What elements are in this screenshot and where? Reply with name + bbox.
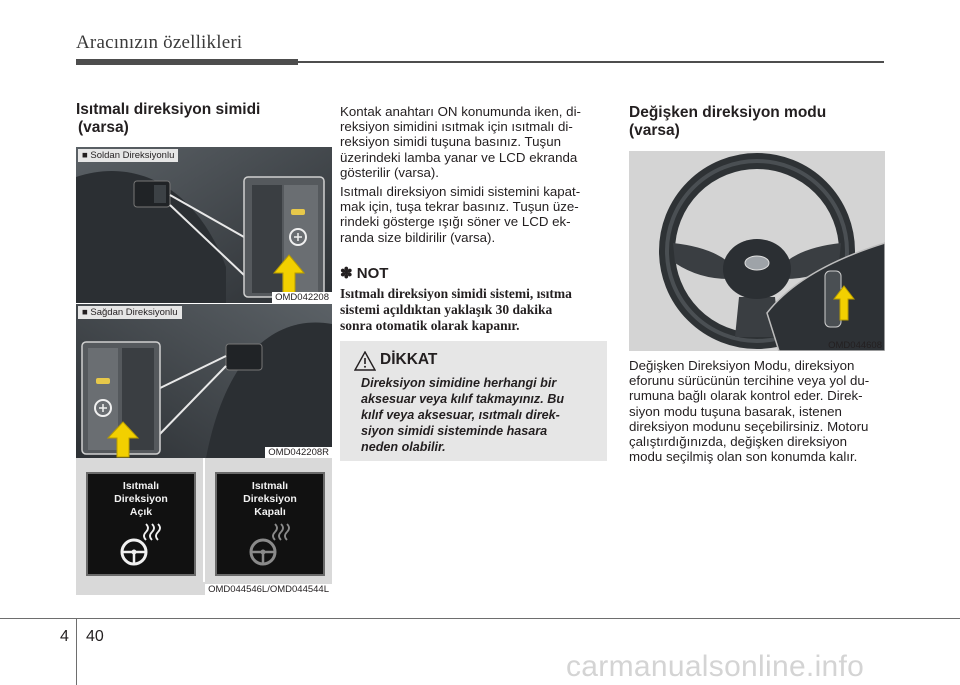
lcd-on-line3: Açık xyxy=(129,506,153,518)
text-line: Isıtmalı direksiyon simidi sistemi, ısıtma xyxy=(340,286,572,301)
watermark-text: carmanualsonline.info xyxy=(566,650,865,683)
heated-wheel-para1 xyxy=(340,104,607,180)
square-bullet-icon: ■ xyxy=(82,150,88,161)
variable-steering-title-line1: Değişken direksiyon modu xyxy=(629,104,827,121)
text-line: gösterilir (varsa). xyxy=(340,164,440,180)
footer-rule xyxy=(0,618,960,619)
variable-steering-para xyxy=(629,358,885,464)
text-line: üzerindeki lamba yanar ve LCD ekranda xyxy=(340,149,578,165)
figure-lhd-code: OMD042208 xyxy=(272,292,332,303)
steering-wheel-illustration xyxy=(629,151,885,351)
text-line: Direksiyon simidine herhangi bir xyxy=(361,376,557,390)
text-line: mak için, tuşa tekrar basınız. Tuşun üze- xyxy=(340,199,579,215)
figure-lhd-heated-button xyxy=(76,147,332,303)
heated-wheel-title xyxy=(76,101,260,137)
figure-lhd-label-text: Soldan Direksiyonlu xyxy=(90,150,175,161)
page-number: 40 xyxy=(86,628,104,645)
figure-lcd-code: OMD044546L/OMD044544L xyxy=(205,584,332,595)
lcd-off-line1: Isıtmalı xyxy=(251,480,289,492)
lcd-off-line2: Direksiyon xyxy=(243,493,297,505)
text-line: siyon simidi sisteminde hasara xyxy=(361,424,548,438)
text-line: siyon modu tuşuna basarak, istenen xyxy=(629,403,842,419)
warning-triangle-icon xyxy=(354,351,376,371)
text-line: eforunu sürücünün tercihine veya yol du- xyxy=(629,373,870,389)
text-line: neden olabilir. xyxy=(361,440,446,454)
text-line: sistemi açıldıktan yaklaşık 30 dakika xyxy=(340,302,553,317)
figure-rhd-code: OMD042208R xyxy=(265,447,332,458)
text-line: rindeki gösterge ışığı söner ve LCD ek- xyxy=(340,214,571,230)
chapter-number: 4 xyxy=(60,628,69,645)
lcd-on-line1: Isıtmalı xyxy=(122,480,160,492)
lcd-off-line3: Kapalı xyxy=(254,506,286,518)
lcd-on-line2: Direksiyon xyxy=(114,493,168,505)
figure-lhd-label xyxy=(78,149,178,162)
text-line: direksiyon modunu seçebilirsiniz. Motoru xyxy=(629,418,869,434)
variable-steering-title xyxy=(629,104,826,140)
figure-lcd-messages xyxy=(76,458,332,595)
note-title: ✽ NOT xyxy=(340,265,389,282)
header-accent-bar xyxy=(76,59,298,65)
figure-divider xyxy=(203,458,205,582)
page-header-title: Aracınızın özellikleri xyxy=(76,32,243,53)
variable-steering-title-line2: (varsa) xyxy=(629,122,680,139)
warning-title: DİKKAT xyxy=(380,351,438,368)
lcd-screen-off xyxy=(215,472,325,576)
figure-steering-code: OMD044608 xyxy=(828,340,882,351)
heated-wheel-on-icon xyxy=(118,522,168,568)
text-line: Değişken Direksiyon Modu, direksiyon xyxy=(629,358,855,373)
text-line: Isıtmalı direksiyon simidi sistemini kapat- xyxy=(340,184,581,199)
warning-box xyxy=(340,341,607,461)
warning-text xyxy=(361,375,601,455)
text-line: kılıf veya aksesuar, ısıtmalı direk- xyxy=(361,408,560,422)
text-line: rumuna bağlı olarak kontrol eder. Direk- xyxy=(629,388,863,404)
text-line: modu seçilmiş olan son konumda kalır. xyxy=(629,449,858,465)
lcd-screen-on xyxy=(86,472,196,576)
square-bullet-icon: ■ xyxy=(82,307,88,318)
text-line: Kontak anahtarı ON konumunda iken, di- xyxy=(340,104,581,119)
heated-wheel-title-line1: Isıtmalı direksiyon simidi xyxy=(76,101,261,118)
text-line: sonra otomatik olarak kapanır. xyxy=(340,318,520,333)
figure-steering-wheel xyxy=(629,151,885,351)
text-line: reksiyon simidi tuşuna basınız. Tuşun xyxy=(340,134,561,150)
heated-wheel-title-line2: (varsa) xyxy=(78,119,129,136)
heated-wheel-off-icon xyxy=(247,522,297,568)
text-line: reksiyon simidini ısıtmak için ısıtmalı di- xyxy=(340,119,573,135)
figure-rhd-label-text: Sağdan Direksiyonlu xyxy=(90,307,178,318)
text-line: çalıştırdığınızda, değişken direksiyon xyxy=(629,434,848,450)
figure-rhd-heated-button xyxy=(76,304,332,458)
yellow-arrow-icon xyxy=(833,285,855,321)
yellow-arrow-icon xyxy=(106,420,140,458)
text-line: randa size bildirilir (varsa). xyxy=(340,229,496,245)
text-line: aksesuar veya kılıf takmayınız. Bu xyxy=(361,392,565,406)
heated-wheel-para2 xyxy=(340,184,607,245)
footer-divider xyxy=(76,618,77,685)
figure-rhd-label xyxy=(78,306,182,319)
note-text xyxy=(340,286,607,334)
